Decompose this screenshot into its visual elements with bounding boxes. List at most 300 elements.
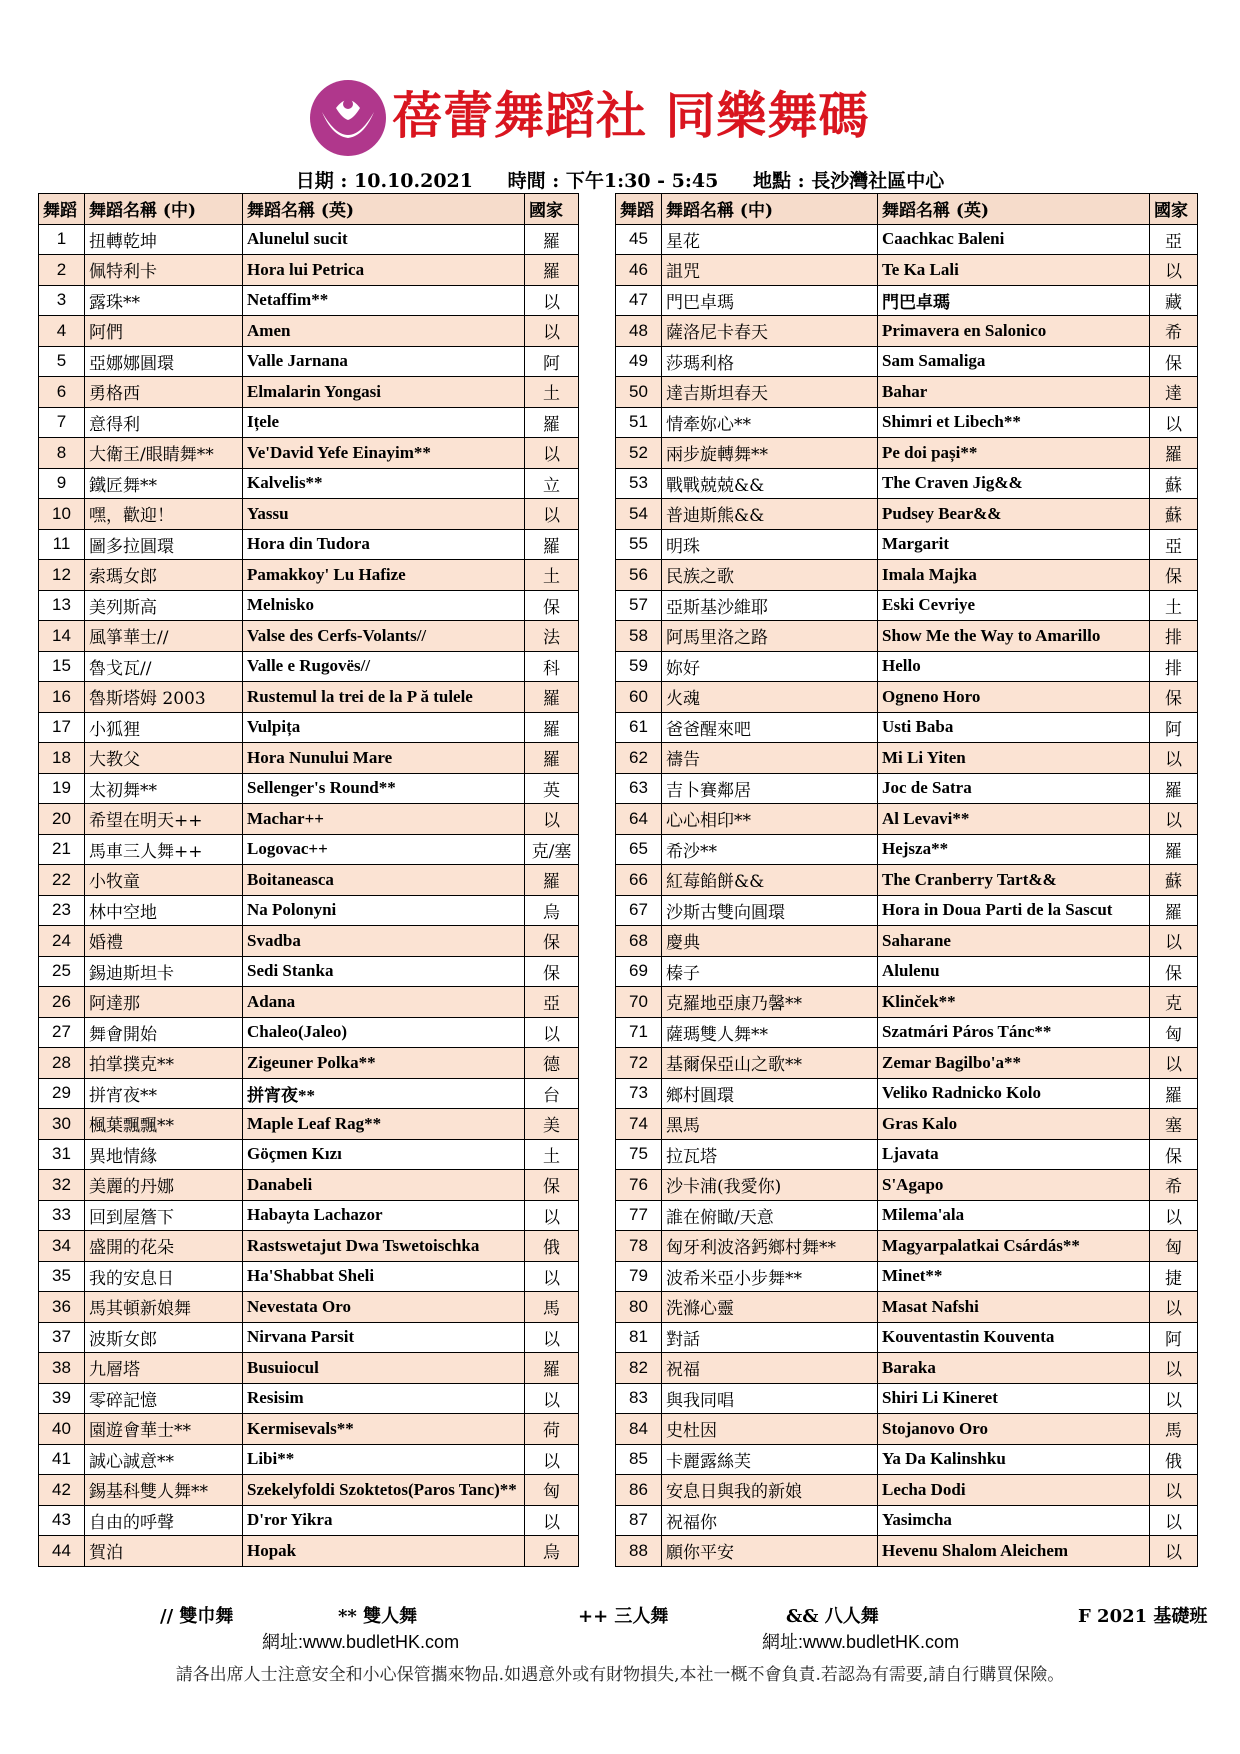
dance-number: 44 [39,1536,85,1567]
dance-name-en: Ițele [243,407,525,438]
header [0,70,1240,160]
dance-name-cn: 鄉村圓環 [662,1078,878,1109]
dance-country: 以 [1150,1536,1198,1567]
dance-name-cn: 薩瑪雙人舞** [662,1017,878,1048]
table-row [616,1261,1198,1292]
dance-number: 1 [39,224,85,255]
dance-country: 土 [525,1139,579,1170]
dance-name-cn: 波希米亞小步舞** [662,1261,878,1292]
dance-name-en: The Craven Jig&& [878,468,1150,499]
dance-name-en: Valle Jarnana [243,346,525,377]
dance-name-en: Valle e Rugovës// [243,651,525,682]
dance-name-en: Al Levavi** [878,804,1150,835]
dance-number: 22 [39,865,85,896]
table-row [616,651,1198,682]
dance-name-en: Rastswetajut Dwa Tswetoischka [243,1231,525,1262]
dance-name-cn: 九層塔 [85,1353,243,1384]
dance-country: 英 [525,773,579,804]
dance-name-cn: 拼宵夜** [85,1078,243,1109]
dance-number: 39 [39,1383,85,1414]
dance-country: 羅 [525,712,579,743]
dance-number: 73 [616,1078,662,1109]
table-row [39,1322,579,1353]
table-row [39,1231,579,1262]
dance-country: 以 [525,1505,579,1536]
dance-number: 29 [39,1078,85,1109]
dance-name-cn: 對話 [662,1322,878,1353]
website-link-right[interactable]: 網址:www.budletHK.com [762,1632,960,1652]
dance-country: 蘇 [1150,468,1198,499]
dance-name-en: D'ror Yikra [243,1505,525,1536]
dance-name-cn: 沙斯古雙向圓環 [662,895,878,926]
dance-number: 12 [39,560,85,591]
dance-country: 以 [525,1383,579,1414]
dance-country: 以 [1150,1475,1198,1506]
table-row [39,468,579,499]
table-row [39,1109,579,1140]
table-row [616,1444,1198,1475]
dance-name-cn: 佩特利卡 [85,255,243,286]
table-row [616,529,1198,560]
dance-name-en: Ve'David Yefe Einayim** [243,438,525,469]
table-row [39,1536,579,1567]
dance-country: 以 [525,1444,579,1475]
dance-name-en: Stojanovo Oro [878,1414,1150,1445]
dance-name-cn: 魯戈瓦// [85,651,243,682]
table-row [39,926,579,957]
dance-country: 以 [1150,255,1198,286]
dance-name-cn: 安息日與我的新娘 [662,1475,878,1506]
dance-name-cn: 扭轉乾坤 [85,224,243,255]
dance-name-cn: 希沙** [662,834,878,865]
dance-country: 美 [525,1109,579,1140]
dance-name-cn: 民族之歌 [662,560,878,591]
dance-country: 保 [1150,956,1198,987]
dance-country: 烏 [525,1536,579,1567]
dance-number: 76 [616,1170,662,1201]
table-row [616,926,1198,957]
table-row [39,255,579,286]
table-row [616,590,1198,621]
dance-name-en: Hora Nunului Mare [243,743,525,774]
dance-number: 16 [39,682,85,713]
dance-name-cn: 戰戰兢兢&& [662,468,878,499]
dance-name-en: Ha'Shabbat Sheli [243,1261,525,1292]
dance-table-left [38,193,579,1567]
dance-name-en: Alunelul sucit [243,224,525,255]
dance-name-cn: 慶典 [662,926,878,957]
table-row [39,621,579,652]
dance-name-en: Ljavata [878,1139,1150,1170]
dance-name-cn: 洗滌心靈 [662,1292,878,1323]
dance-name-en: S'Agapo [878,1170,1150,1201]
dance-country: 匈 [1150,1017,1198,1048]
dance-country: 羅 [525,407,579,438]
table-row [616,1353,1198,1384]
table-row [616,1322,1198,1353]
col-no: 舞蹈 [39,194,85,225]
table-row [39,956,579,987]
table-row [39,804,579,835]
dance-country: 以 [525,804,579,835]
dance-name-en: Minet** [878,1261,1150,1292]
dance-name-en: Machar++ [243,804,525,835]
dance-name-en: Svadba [243,926,525,957]
dance-country: 羅 [525,682,579,713]
dance-number: 7 [39,407,85,438]
dance-name-en: Hora din Tudora [243,529,525,560]
dance-country: 以 [525,316,579,347]
dance-country: 馬 [1150,1414,1198,1445]
dance-name-cn: 馬其頓新娘舞 [85,1292,243,1323]
dance-name-cn: 大教父 [85,743,243,774]
table-row [616,438,1198,469]
dance-name-en: Na Polonyni [243,895,525,926]
dance-name-en: Pamakkoy' Lu Hafize [243,560,525,591]
dance-number: 18 [39,743,85,774]
dance-name-en: Klinček** [878,987,1150,1018]
dance-number: 46 [616,255,662,286]
table-row [616,468,1198,499]
dance-name-en: Baraka [878,1353,1150,1384]
dance-number: 6 [39,377,85,408]
dance-name-cn: 沙卡浦(我愛你) [662,1170,878,1201]
dance-country: 以 [1150,407,1198,438]
dance-name-en: Alulenu [878,956,1150,987]
dance-number: 14 [39,621,85,652]
dance-number: 69 [616,956,662,987]
table-row [616,712,1198,743]
dance-name-cn: 錫迪斯坦卡 [85,956,243,987]
dance-name-cn: 詛咒 [662,255,878,286]
dance-name-en: Hora lui Petrica [243,255,525,286]
dance-name-cn: 賀泊 [85,1536,243,1567]
dance-country: 藏 [1150,285,1198,316]
dance-number: 85 [616,1444,662,1475]
dance-number: 32 [39,1170,85,1201]
table-row [39,1017,579,1048]
dance-country: 以 [1150,1353,1198,1384]
dance-name-en: Te Ka Lali [878,255,1150,286]
dance-number: 25 [39,956,85,987]
dance-name-cn: 願你平安 [662,1536,878,1567]
dance-number: 63 [616,773,662,804]
dance-country: 排 [1150,651,1198,682]
dance-name-en: Zigeuner Polka** [243,1048,525,1079]
dance-number: 17 [39,712,85,743]
dance-name-en: Primavera en Salonico [878,316,1150,347]
dance-name-cn: 勇格西 [85,377,243,408]
dance-name-cn: 誰在俯瞰/天意 [662,1200,878,1231]
dance-name-cn: 圖多拉圓環 [85,529,243,560]
dance-country: 以 [525,1261,579,1292]
dance-number: 86 [616,1475,662,1506]
dance-country: 保 [1150,560,1198,591]
table-row [616,804,1198,835]
dance-country: 烏 [525,895,579,926]
dance-name-cn: 史杜因 [662,1414,878,1445]
dance-name-cn: 星花 [662,224,878,255]
table-row [39,895,579,926]
dance-country: 保 [1150,346,1198,377]
dance-name-en: Zemar Bagilbo'a** [878,1048,1150,1079]
dance-name-cn: 盛開的花朵 [85,1231,243,1262]
dance-name-en: Göçmen Kızı [243,1139,525,1170]
dance-name-en: The Cranberry Tart&& [878,865,1150,896]
dance-number: 5 [39,346,85,377]
dance-name-en: Valse des Cerfs-Volants// [243,621,525,652]
dance-name-cn: 嘿，歡迎！ [85,499,243,530]
table-row [39,1200,579,1231]
dance-number: 62 [616,743,662,774]
dance-name-en: Lecha Dodi [878,1475,1150,1506]
dance-number: 13 [39,590,85,621]
dance-country: 希 [1150,1170,1198,1201]
dance-country: 羅 [525,1353,579,1384]
table-row [39,529,579,560]
dance-country: 希 [1150,316,1198,347]
dance-country: 以 [1150,1505,1198,1536]
dance-number: 68 [616,926,662,957]
dance-name-cn: 錫基科雙人舞** [85,1475,243,1506]
table-row [616,865,1198,896]
col-en: 舞蹈名稱 (英) [878,194,1150,225]
table-row [616,255,1198,286]
dance-number: 49 [616,346,662,377]
dance-country: 達 [1150,377,1198,408]
table-row [39,1383,579,1414]
dance-name-en: Yassu [243,499,525,530]
table-row [616,1078,1198,1109]
dance-name-en: 拼宵夜** [243,1078,525,1109]
table-row [616,1536,1198,1567]
dance-number: 48 [616,316,662,347]
dance-name-cn: 兩步旋轉舞** [662,438,878,469]
table-row [616,1505,1198,1536]
dance-name-en: Maple Leaf Rag** [243,1109,525,1140]
table-row [39,1139,579,1170]
dance-name-cn: 小狐狸 [85,712,243,743]
legend-couple: ** 雙人舞 [338,1606,418,1627]
dance-number: 55 [616,529,662,560]
col-cn: 舞蹈名稱 (中) [662,194,878,225]
table-row [616,560,1198,591]
dance-number: 53 [616,468,662,499]
dance-number: 47 [616,285,662,316]
dance-name-cn: 克羅地亞康乃馨** [662,987,878,1018]
safety-notice: 請各出席人士注意安全和小心保管攜來物品.如遇意外或有財物損失,本社一概不會負責.若認為有需要,請自行購買保險。 [175,1665,1065,1685]
dance-name-en: Joc de Satra [878,773,1150,804]
dance-number: 82 [616,1353,662,1384]
dance-number: 57 [616,590,662,621]
dance-name-en: Vulpița [243,712,525,743]
dance-name-cn: 風箏華士// [85,621,243,652]
dance-name-cn: 禱告 [662,743,878,774]
dance-name-en: Nirvana Parsit [243,1322,525,1353]
dance-name-cn: 祝福你 [662,1505,878,1536]
table-row [39,590,579,621]
table-row [616,621,1198,652]
table-row [616,895,1198,926]
dance-country: 荷 [525,1414,579,1445]
dance-country: 羅 [525,224,579,255]
dance-name-cn: 亞斯基沙維耶 [662,590,878,621]
table-row [616,773,1198,804]
dance-country: 台 [525,1078,579,1109]
dance-country: 蘇 [1150,499,1198,530]
table-row [39,1078,579,1109]
dance-country: 羅 [525,529,579,560]
dance-country: 羅 [1150,834,1198,865]
col-country: 國家 [1150,194,1198,225]
dance-country: 羅 [1150,1078,1198,1109]
dance-number: 15 [39,651,85,682]
table-row [39,773,579,804]
dance-number: 20 [39,804,85,835]
dance-number: 35 [39,1261,85,1292]
table-row [39,285,579,316]
table-row [39,346,579,377]
dance-name-cn: 吉卜賽鄰居 [662,773,878,804]
dance-name-en: Hevenu Shalom Aleichem [878,1536,1150,1567]
table-row [616,1231,1198,1262]
table-row [39,1475,579,1506]
dance-country: 羅 [1150,438,1198,469]
dance-name-en: Resisim [243,1383,525,1414]
dance-name-cn: 祝福 [662,1353,878,1384]
dance-number: 27 [39,1017,85,1048]
col-no: 舞蹈 [616,194,662,225]
table-row [616,682,1198,713]
dance-name-cn: 與我同唱 [662,1383,878,1414]
dance-name-cn: 榛子 [662,956,878,987]
dance-name-en: Milema'ala [878,1200,1150,1231]
dance-country: 阿 [1150,712,1198,743]
dance-number: 37 [39,1322,85,1353]
dance-number: 26 [39,987,85,1018]
dance-name-cn: 紅莓餡餅&& [662,865,878,896]
dance-name-en: Saharane [878,926,1150,957]
table-row [39,407,579,438]
dance-name-cn: 鐵匠舞** [85,468,243,499]
dance-name-en: Kermisevals** [243,1414,525,1445]
dance-name-cn: 亞娜娜圓環 [85,346,243,377]
dance-country: 土 [525,560,579,591]
dance-country: 以 [1150,1200,1198,1231]
table-row [39,1261,579,1292]
dance-country: 以 [525,285,579,316]
dance-country: 匈 [1150,1231,1198,1262]
dance-number: 33 [39,1200,85,1231]
table-row [616,1383,1198,1414]
dance-name-en: Gras Kalo [878,1109,1150,1140]
table-row [39,560,579,591]
dance-country: 羅 [525,865,579,896]
event-info [0,166,1240,193]
table-row [616,224,1198,255]
dance-country: 以 [1150,1292,1198,1323]
dance-name-en: Busuiocul [243,1353,525,1384]
dance-number: 34 [39,1231,85,1262]
dance-number: 51 [616,407,662,438]
website-link-left[interactable]: 網址:www.budletHK.com [262,1632,460,1652]
legend-class: F 2021 基礎班 [1078,1606,1208,1627]
dance-country: 保 [525,926,579,957]
dance-name-cn: 阿馬里洛之路 [662,621,878,652]
dance-name-cn: 意得利 [85,407,243,438]
dance-name-cn: 露珠** [85,285,243,316]
dance-number: 31 [39,1139,85,1170]
dance-number: 71 [616,1017,662,1048]
dance-name-cn: 基爾保亞山之歌** [662,1048,878,1079]
dance-number: 41 [39,1444,85,1475]
dance-country: 以 [525,438,579,469]
dance-number: 87 [616,1505,662,1536]
event-time: 時間 : 下午1:30 - 5:45 [507,170,719,192]
dance-name-en: Nevestata Oro [243,1292,525,1323]
dance-name-cn: 希望在明天++ [85,804,243,835]
dance-name-en: Shiri Li Kineret [878,1383,1150,1414]
table-row [39,834,579,865]
club-logo-icon [308,78,388,158]
col-en: 舞蹈名稱 (英) [243,194,525,225]
dance-number: 50 [616,377,662,408]
dance-country: 科 [525,651,579,682]
dance-country: 馬 [525,1292,579,1323]
table-row [39,712,579,743]
dance-number: 43 [39,1505,85,1536]
dance-name-cn: 大衛王/眼睛舞** [85,438,243,469]
dance-name-en: Boitaneasca [243,865,525,896]
page-title: 蓓蕾舞蹈社 同樂舞碼 [392,86,870,145]
dance-country: 以 [525,1322,579,1353]
dance-name-en: Adana [243,987,525,1018]
dance-name-en: Rustemul la trei de la P ă tulele [243,682,525,713]
dance-name-en: Masat Nafshi [878,1292,1150,1323]
table-row [616,1109,1198,1140]
dance-name-cn: 小牧童 [85,865,243,896]
dance-number: 10 [39,499,85,530]
table-row [39,743,579,774]
dance-number: 80 [616,1292,662,1323]
dance-table-right [615,193,1198,1567]
dance-country: 法 [525,621,579,652]
dance-name-en: Melnisko [243,590,525,621]
dance-name-en: Sedi Stanka [243,956,525,987]
table-row [616,316,1198,347]
table-row [39,682,579,713]
dance-name-cn: 普迪斯熊&& [662,499,878,530]
dance-country: 以 [1150,804,1198,835]
dance-country: 羅 [525,743,579,774]
dance-number: 28 [39,1048,85,1079]
dance-country: 捷 [1150,1261,1198,1292]
dance-name-cn: 楓葉飄飄** [85,1109,243,1140]
dance-country: 保 [1150,1139,1198,1170]
dance-name-en: Ya Da Kalinshku [878,1444,1150,1475]
dance-name-cn: 舞會開始 [85,1017,243,1048]
dance-country: 塞 [1150,1109,1198,1140]
table-row [616,834,1198,865]
dance-name-cn: 馬車三人舞++ [85,834,243,865]
dance-name-en: Veliko Radnicko Kolo [878,1078,1150,1109]
table-row [616,1200,1198,1231]
dance-country: 亞 [1150,529,1198,560]
dance-name-en: Bahar [878,377,1150,408]
table-row [39,1444,579,1475]
dance-name-en: Sam Samaliga [878,346,1150,377]
dance-number: 21 [39,834,85,865]
